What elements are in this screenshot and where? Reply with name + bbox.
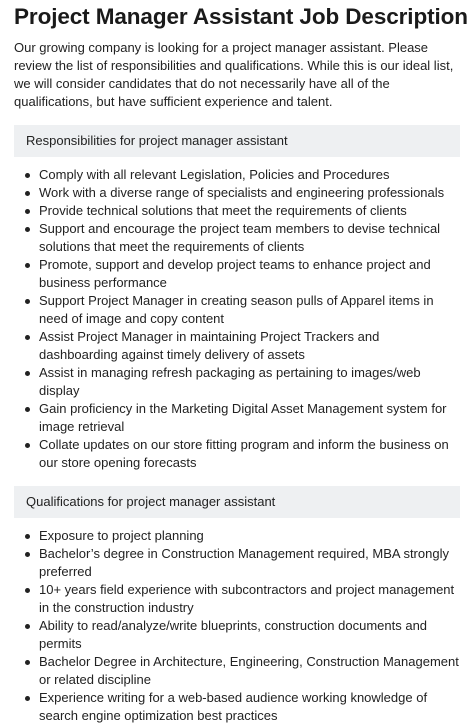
list-item: Experience writing for a web-based audience working knowledge of search engine optimization best practices <box>39 689 460 725</box>
list-item: Promote, support and develop project teams to enhance project and business performance <box>39 256 460 292</box>
list-item: Assist Project Manager in maintaining Project Trackers and dashboarding against timely delivery of assets <box>39 328 460 364</box>
responsibilities-header: Responsibilities for project manager assistant <box>14 125 460 157</box>
qualifications-header: Qualifications for project manager assistant <box>14 486 460 518</box>
list-item: Ability to read/analyze/write blueprints, construction documents and permits <box>39 617 460 653</box>
qualifications-list <box>14 527 460 725</box>
list-item: Collate updates on our store fitting program and inform the business on our store opening forecasts <box>39 436 460 472</box>
list-item: Gain proficiency in the Marketing Digital Asset Management system for image retrieval <box>39 400 460 436</box>
list-item: Bachelor’s degree in Construction Management required, MBA strongly preferred <box>39 545 460 581</box>
page-title: Project Manager Assistant Job Description <box>14 4 468 29</box>
intro-paragraph: Our growing company is looking for a project manager assistant. Please review the list of responsibilities and qualifications. While this is our ideal list, we will consider candidates that do not necessarily have all of the qualifications, but have sufficient experience and talent. <box>14 40 454 109</box>
list-item: Provide technical solutions that meet the requirements of clients <box>39 202 460 220</box>
list-item: Support Project Manager in creating season pulls of Apparel items in need of image and copy content <box>39 292 460 328</box>
list-item: Work with a diverse range of specialists and engineering professionals <box>39 184 460 202</box>
list-item: Comply with all relevant Legislation, Policies and Procedures <box>39 166 460 184</box>
list-item: 10+ years field experience with subcontractors and project management in the construction industry <box>39 581 460 617</box>
list-item: Bachelor Degree in Architecture, Engineering, Construction Management or related discipline <box>39 654 459 687</box>
responsibilities-list <box>14 166 460 472</box>
list-item: Assist in managing refresh packaging as pertaining to images/web display <box>39 364 460 400</box>
list-item: Support and encourage the project team members to devise technical solutions that meet the requirements of clients <box>39 220 460 256</box>
list-item: Exposure to project planning <box>39 527 460 545</box>
